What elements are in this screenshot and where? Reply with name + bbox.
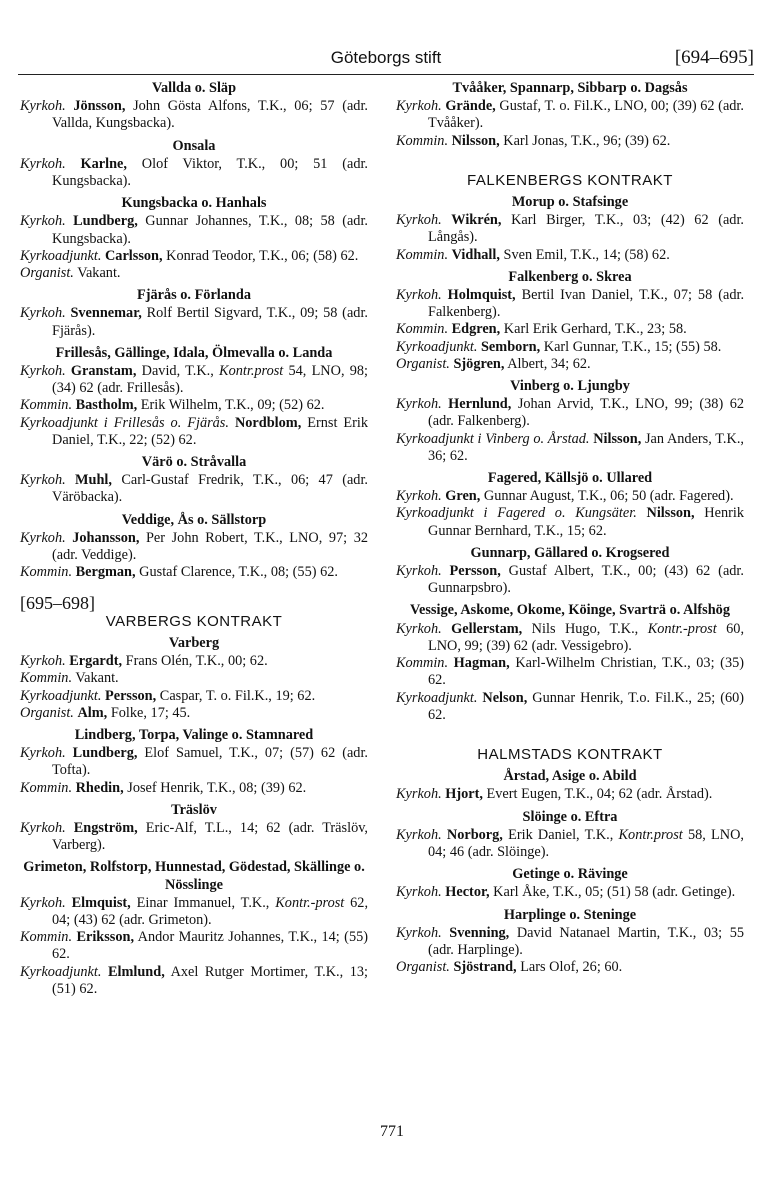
parish-heading: Kungsbacka o. Hanhals <box>121 195 267 212</box>
clergy-entry <box>396 563 744 597</box>
role-label: Kyrkoh. <box>396 98 442 115</box>
person-name: Sjöstrand, <box>453 959 517 976</box>
role-label: Kyrkoadjunkt. <box>396 338 478 355</box>
clergy-entry <box>20 472 368 506</box>
entry-details: Erik Wilhelm, T.K., 09; (52) 62. <box>140 397 325 414</box>
entry-details: Vakant. <box>77 265 121 282</box>
role-label: Kyrkoh. <box>396 396 442 413</box>
role-label: Kyrkoh. <box>20 653 66 670</box>
entry-details: Jan Anders, T.K., 36; 62. <box>428 430 744 464</box>
clergy-entry <box>396 396 744 430</box>
role-label: Kommin. <box>20 670 73 687</box>
role-label: Kyrkoh. <box>396 212 442 229</box>
clergy-entry <box>396 212 744 246</box>
parish-heading: Morup o. Stafsinge <box>511 194 629 211</box>
clergy-entry <box>396 690 744 724</box>
entry-details: Rolf Bertil Sigvard, T.K., 09; 58 (adr. Fjärås). <box>52 305 368 339</box>
entry-details: Albert, 34; 62. <box>507 355 591 372</box>
clergy-entry <box>396 786 744 803</box>
parish-heading: Vinberg o. Ljungby <box>510 378 630 395</box>
role-label: Kyrkoh. <box>20 819 66 836</box>
person-name: Svennemar, <box>70 305 142 322</box>
entry-details: David Natanael Martin, T.K., 03; 55 (adr. Harplinge). <box>428 924 745 958</box>
entry-details-cont: 58, LNO, 04; 46 (adr. Slöinge). <box>428 826 745 860</box>
entry-details: Eric-Alf, T.L., 14; 62 (adr. Träslöv, Varberg). <box>52 819 369 854</box>
person-name: Nilsson, <box>646 505 695 522</box>
right-column <box>396 80 744 976</box>
parish-heading: Slöinge o. Eftra <box>522 808 618 825</box>
entry-details: Bertil Ivan Daniel, T.K., 07; 58 (adr. Falkenberg). <box>428 287 745 321</box>
role-label: Kyrkoh. <box>396 563 442 580</box>
parish-heading: Tvååker, Spannarp, Sibbarp o. Dagsås <box>452 80 688 96</box>
person-name: Bastholm, <box>75 397 138 414</box>
person-name: Semborn, <box>480 338 541 355</box>
role-label: Kyrkoadjunkt i Fagered o. Kungsäter. <box>396 505 637 522</box>
clergy-entry <box>20 305 368 339</box>
clergy-entry <box>20 213 368 247</box>
role-label: Kyrkoh. <box>20 213 66 230</box>
person-name: Carlsson, <box>104 247 163 264</box>
clergy-entry <box>396 488 744 505</box>
role-label: Kommin. <box>20 779 73 796</box>
entry-details: Karl Gunnar, T.K., 15; (55) 58. <box>543 338 722 355</box>
person-name: Nelson, <box>482 689 528 706</box>
role-label: Kyrkoh. <box>396 884 442 901</box>
clergy-entry <box>396 133 744 150</box>
clergy-entry <box>20 705 368 722</box>
entry-details: Andor Mauritz Johannes, T.K., 14; (55) 62. <box>52 929 368 963</box>
role-label: Kyrkoh. <box>20 894 66 911</box>
parish-heading: Gunnarp, Gällared o. Krogsered <box>470 544 670 561</box>
person-name: Hernlund, <box>448 396 512 413</box>
clergy-entry <box>20 530 368 564</box>
entry-details: Einar Immanuel, T.K., <box>136 894 270 911</box>
person-name: Engström, <box>73 819 138 836</box>
role-label: Kommin. <box>396 132 449 149</box>
clergy-entry <box>396 505 744 539</box>
role-label: Kommin. <box>20 564 73 581</box>
role-label: Kyrkoh. <box>396 488 442 505</box>
parish-heading: Falkenberg o. Skrea <box>508 268 632 285</box>
clergy-entry <box>20 964 368 998</box>
person-name: Gren, <box>445 488 481 505</box>
entry-details: Olof Viktor, T.K., 00; 51 (adr. Kungsbacka). <box>52 155 369 190</box>
person-name: Vidhall, <box>451 246 500 263</box>
person-name: Johansson, <box>72 529 140 546</box>
person-name: Lundberg, <box>72 745 138 762</box>
entry-details-cont: 62, 04; (43) 62 (adr. Grimeton). <box>52 894 369 928</box>
parish-heading: Fjärås o. Förlanda <box>137 287 251 304</box>
page-range: [694–695] <box>674 47 754 68</box>
entry-details: Johan Arvid, T.K., LNO, 99; (38) 62 (adr. Falkenberg). <box>428 396 744 430</box>
clergy-entry <box>396 339 744 356</box>
role-label: Kommin. <box>396 655 449 672</box>
parish-heading: Årstad, Asige o. Abild <box>503 768 637 785</box>
parish-heading: Vessige, Askome, Okome, Köinge, Svarträ o. Alfshög <box>410 602 730 619</box>
parish-heading: Lindberg, Torpa, Valinge o. Stamnared <box>74 726 314 743</box>
role-label: Kyrkoh. <box>20 305 66 322</box>
person-name: Persson, <box>449 563 501 580</box>
clergy-entry <box>20 564 368 581</box>
role-label: Kyrkoh. <box>20 363 66 380</box>
clergy-entry <box>20 397 368 414</box>
clergy-entry <box>20 415 368 449</box>
person-name: Persson, <box>104 687 157 704</box>
clergy-entry <box>396 925 744 959</box>
role-label: Kyrkoadjunkt i Vinberg o. Årstad. <box>396 430 590 447</box>
title-note: Kontr.-prost <box>647 620 717 637</box>
role-label: Kommin. <box>20 397 73 414</box>
role-label: Kyrkoh. <box>20 155 66 172</box>
entry-details: Axel Rutger Mortimer, T.K., 13; (51) 62. <box>52 963 368 997</box>
clergy-entry <box>20 156 368 190</box>
role-label: Kyrkoh. <box>396 924 442 941</box>
role-label: Kyrkoadjunkt i Frillesås o. Fjärås. <box>20 414 229 431</box>
parish-heading: Värö o. Stråvalla <box>141 454 247 471</box>
entry-details: Gunnar August, T.K., 06; 50 (adr. Fagered). <box>483 488 734 505</box>
role-label: Kyrkoh. <box>20 98 66 115</box>
person-name: Muhl, <box>75 472 112 489</box>
person-name: Karlne, <box>80 155 127 172</box>
parish-heading: Harplinge o. Steninge <box>503 906 637 923</box>
role-label: Kyrkoh. <box>396 287 442 304</box>
clergy-entry <box>396 287 744 321</box>
parish-heading: Träslöv <box>171 801 217 818</box>
entry-details: Henrik Gunnar Bernhard, T.K., 15; 62. <box>428 505 744 539</box>
title-note: Kontr.prost <box>618 826 683 843</box>
role-label: Kyrkoh. <box>20 529 66 546</box>
person-name: Elmquist, <box>71 894 131 911</box>
parish-heading: Vallda o. Släp <box>151 80 237 96</box>
person-name: Hjort, <box>445 786 483 803</box>
entry-details: Gunnar Henrik, T.o. Fil.K., 25; (60) 62. <box>428 689 745 723</box>
parish-heading: Frillesås, Gällinge, Idala, Ölmevalla o. Landa <box>55 344 333 361</box>
role-label: Kyrkoh. <box>396 786 442 803</box>
title-note: Kontr.prost <box>219 363 284 380</box>
role-label: Kyrkoh. <box>20 745 66 762</box>
entry-details: John Gösta Alfons, T.K., 06; 57 (adr. Vallda, Kungsbacka). <box>52 98 368 132</box>
entry-details: Gustaf Clarence, T.K., 08; (55) 62. <box>139 564 338 581</box>
parish-heading: Veddige, Ås o. Sällstorp <box>121 511 267 528</box>
clergy-entry <box>396 827 744 861</box>
entry-details: Vakant. <box>75 670 119 687</box>
entry-details: Folke, 17; 45. <box>110 704 191 721</box>
person-name: Alm, <box>77 704 108 721</box>
person-name: Grände, <box>445 98 496 115</box>
entry-details: Karl Erik Gerhard, T.K., 23; 58. <box>503 321 687 338</box>
person-name: Wikrén, <box>451 212 502 229</box>
entry-details: Gunnar Johannes, T.K., 08; 58 (adr. Kungsbacka). <box>52 213 369 247</box>
role-label: Kyrkoadjunkt. <box>396 689 478 706</box>
role-label: Kommin. <box>396 246 449 263</box>
role-label: Kyrkoadjunkt. <box>20 247 102 264</box>
entry-details: Konrad Teodor, T.K., 06; (58) 62. <box>166 247 359 264</box>
entry-details: Josef Henrik, T.K., 08; (39) 62. <box>127 779 307 796</box>
role-label: Organist. <box>20 704 74 721</box>
role-label: Kyrkoadjunkt. <box>20 687 102 704</box>
entry-details: Karl Åke, T.K., 05; (51) 58 (adr. Getinge). <box>493 884 736 901</box>
clergy-entry <box>20 98 368 132</box>
clergy-entry <box>396 884 744 901</box>
person-name: Nilsson, <box>593 430 642 447</box>
person-name: Holmquist, <box>447 287 516 304</box>
person-name: Elmlund, <box>107 963 165 980</box>
person-name: Jönsson, <box>73 98 126 115</box>
clergy-entry <box>396 431 744 465</box>
role-label: Organist. <box>396 959 450 976</box>
role-label: Kyrkoadjunkt. <box>20 963 102 980</box>
clergy-entry <box>20 248 368 265</box>
clergy-entry <box>20 745 368 779</box>
entry-details: Nils Hugo, T.K., <box>531 620 639 637</box>
parish-heading: Fagered, Källsjö o. Ullared <box>487 470 653 487</box>
person-name: Svenning, <box>449 924 510 941</box>
entry-details: Gustaf Albert, T.K., 00; (43) 62 (adr. Gunnarpsbro). <box>428 563 744 597</box>
entry-details: Frans Olén, T.K., 00; 62. <box>125 653 268 670</box>
role-label: Kommin. <box>396 321 449 338</box>
kontrakt-heading: HALMSTADS KONTRAKT <box>477 745 663 763</box>
clergy-entry <box>396 959 744 976</box>
page-title: Göteborgs stift <box>330 48 442 67</box>
entry-details: Evert Eugen, T.K., 04; 62 (adr. Årstad). <box>486 786 713 803</box>
clergy-entry <box>396 356 744 373</box>
clergy-entry <box>20 265 368 282</box>
clergy-entry <box>396 655 744 689</box>
clergy-entry <box>396 98 744 132</box>
person-name: Sjögren, <box>453 355 505 372</box>
person-name: Lundberg, <box>73 213 138 230</box>
clergy-entry <box>20 895 368 929</box>
clergy-entry <box>20 670 368 687</box>
entry-details: David, T.K., <box>141 363 214 380</box>
entry-details: Ernst Erik Daniel, T.K., 22; (52) 62. <box>52 414 369 448</box>
person-name: Eriksson, <box>76 929 135 946</box>
clergy-entry <box>20 820 368 854</box>
clergy-entry <box>20 780 368 797</box>
entry-details: Karl Birger, T.K., 03; (42) 62 (adr. Långås). <box>428 212 745 246</box>
person-name: Rhedin, <box>75 779 124 796</box>
clergy-entry <box>20 688 368 705</box>
entry-details: Sven Emil, T.K., 14; (58) 62. <box>503 246 670 263</box>
clergy-entry <box>396 621 744 655</box>
entry-details: Gustaf, T. o. Fil.K., LNO, 00; (39) 62 (adr. Tvååker). <box>428 98 744 132</box>
role-label: Kyrkoh. <box>20 472 66 489</box>
section-page-range: [695–698] <box>20 593 95 614</box>
entry-details-cont: 60, LNO, 99; (39) 62 (adr. Vessigebro). <box>428 620 745 654</box>
person-name: Bergman, <box>75 564 136 581</box>
parish-heading: Getinge o. Rävinge <box>512 866 628 883</box>
entry-details: Carl-Gustaf Fredrik, T.K., 06; 47 (adr. Väröbacka). <box>52 472 368 506</box>
clergy-entry <box>20 929 368 963</box>
page-number: 771 <box>380 1123 404 1140</box>
clergy-entry <box>20 653 368 670</box>
person-name: Hagman, <box>453 655 510 672</box>
entry-details: Lars Olof, 26; 60. <box>520 959 623 976</box>
running-header <box>18 44 754 75</box>
entry-details: Karl Jonas, T.K., 96; (39) 62. <box>503 132 671 149</box>
clergy-entry <box>20 363 368 397</box>
clergy-entry <box>396 247 744 264</box>
entry-details-cont: 54, LNO, 98; (34) 62 (adr. Frillesås). <box>52 363 369 397</box>
role-label: Kyrkoh. <box>396 620 442 637</box>
role-label: Organist. <box>396 355 450 372</box>
kontrakt-heading: VARBERGS KONTRAKT <box>105 612 283 630</box>
entry-details: Erik Daniel, T.K., <box>508 826 614 843</box>
kontrakt-heading: FALKENBERGS KONTRAKT <box>467 171 673 189</box>
left-column <box>20 80 368 998</box>
entry-details: Per John Robert, T.K., LNO, 97; 32 (adr. Veddige). <box>52 529 368 564</box>
clergy-entry <box>396 321 744 338</box>
entry-details: Elof Samuel, T.K., 07; (57) 62 (adr. Tofta). <box>52 745 368 779</box>
person-name: Nilsson, <box>451 132 500 149</box>
parish-heading: Onsala <box>172 137 216 154</box>
person-name: Edgren, <box>451 321 501 338</box>
role-label: Kommin. <box>20 929 73 946</box>
person-name: Nordblom, <box>234 414 302 431</box>
person-name: Norborg, <box>446 826 503 843</box>
person-name: Ergardt, <box>69 653 123 670</box>
person-name: Granstam, <box>70 363 137 380</box>
role-label: Kyrkoh. <box>396 826 442 843</box>
entry-details: Caspar, T. o. Fil.K., 19; 62. <box>159 687 316 704</box>
title-note: Kontr.-prost <box>275 894 345 911</box>
person-name: Hector, <box>445 884 490 901</box>
entry-details: Karl-Wilhelm Christian, T.K., 03; (35) 62. <box>428 655 745 689</box>
person-name: Gellerstam, <box>451 620 523 637</box>
parish-heading: Grimeton, Rolfstorp, Hunnestad, Gödestad, Skällinge o. Nösslinge <box>23 859 365 893</box>
parish-heading: Varberg <box>168 634 220 651</box>
role-label: Organist. <box>20 265 74 282</box>
